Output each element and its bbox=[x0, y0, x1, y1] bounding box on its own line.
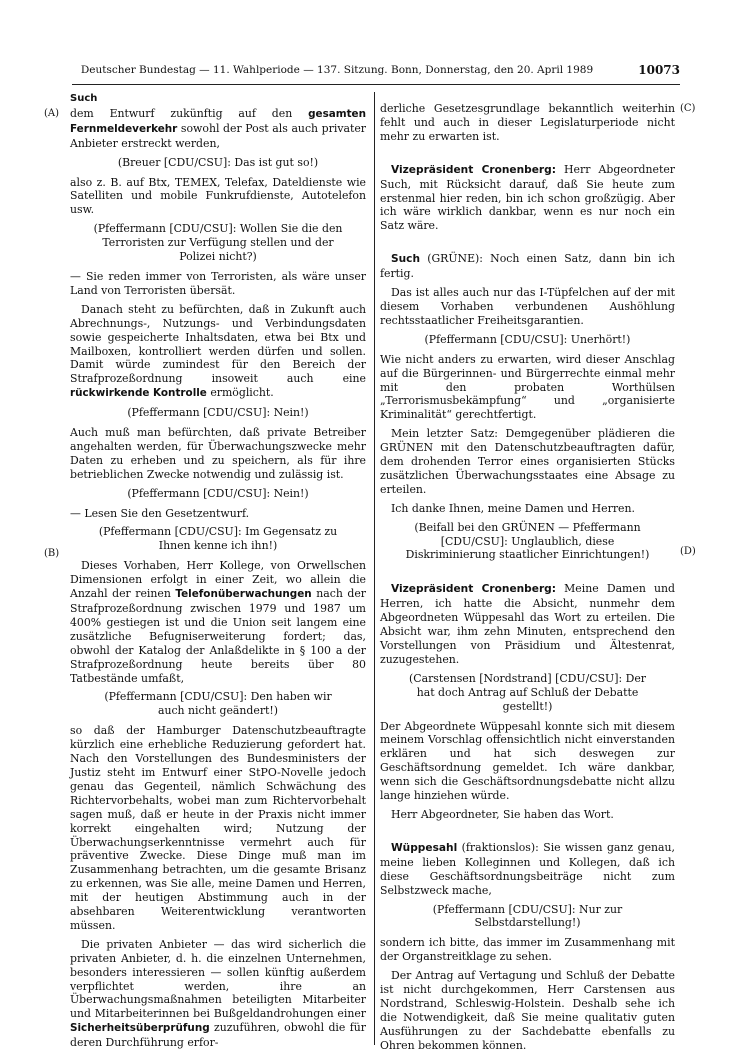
interjection: (Pfeffermann [CDU/CSU]: Wollen Sie die den Terroristen zur Verfügung stellen und der Polizei nicht?) bbox=[93, 222, 343, 264]
emphasis: Sicherheitsüberprüfung bbox=[70, 1022, 210, 1035]
paragraph: Der Abgeordnete Wüppesahl konnte sich mit diesem meinem Vorschlag offensichtlich nicht einverstanden erklären und hat sich deswegen zur Geschäftsordnung gemeldet. Ich wäre dankbar, wenn sich die Geschäftsordnungsdebatte nicht allzu lange hinziehen würde. bbox=[380, 719, 675, 803]
text: Die privaten Anbieter — das wird sicherlich die privaten Anbieter, d. h. die einzelnen Unternehmen, besonders interessieren — sollen künftig außerdem verpflichtet werden, ihre an Überwachungsmaßnahmen beteiligten Mitarbeiter und Mitarbeiterinnen bei Bußgeldandrohungen einer bbox=[70, 937, 366, 1021]
paragraph: also z. B. auf Btx, TEMEX, Telefax, Dateldienste wie Satelliten und mobile Funkrufdienste, Autotelefon usw. bbox=[70, 175, 366, 217]
margin-mark-c: (C) bbox=[680, 103, 696, 114]
speech bbox=[380, 582, 675, 666]
right-column bbox=[380, 102, 675, 1058]
paragraph bbox=[70, 303, 366, 401]
spacer bbox=[380, 827, 675, 841]
paragraph: Der Antrag auf Vertagung und Schluß der Debatte ist nicht durchgekommen, Herr Carstensen aus Nordstrand, Schleswig-Holstein. Deshalb sehe ich die Notwendigkeit, daß Sie meine qualitativ guten Ausführungen zu der Sachdebatte ebenfalls zu Ohren bekommen können. bbox=[380, 969, 675, 1052]
spacer bbox=[380, 568, 675, 582]
interjection: (Pfeffermann [CDU/CSU]: Im Gegensatz zu Ihnen kenne ich ihn!) bbox=[98, 525, 338, 553]
text: Danach steht zu befürchten, daß in Zukunft auch Abrechnungs-, Nutzungs- und Verbindungsdaten sowie gespeicherte Inhaltsdaten, etwa bei Btx und Mailboxen, kontrolliert werden dürfen und sollen. Damit würde zumindest für den Bereich der Strafprozeßordnung insoweit auch eine bbox=[70, 302, 366, 386]
paragraph: so daß der Hamburger Datenschutzbeauftragte kürzlich eine erhebliche Reduzierung gefordert hat. Nach den Vorstellungen des Bundesministers der Justiz steht im Entwurf einer StPO-Novelle jedoch genau das Gegenteil, nämlich Schwächung des Richtervorbehalts, wobei man zum Richtervorbehalt sagen muß, daß er heute in der Praxis nicht immer korrekt eingehalten wird; Nutzung der Überwachungserkenntnisse vermehrt auch für präventive Zwecke. Diese Dinge muß man im Zusammenhang betrachten, um die gesamte Brisanz zu erkennen, was Sie alle, meine Damen und Herren, mit der heutigen Abstimmung auch in der absehbaren Weiterentwicklung verantworten müssen. bbox=[70, 724, 366, 932]
paragraph: — Sie reden immer von Terroristen, als wäre unser Land von Terroristen übersät. bbox=[70, 269, 366, 297]
running-speaker: Such bbox=[70, 93, 98, 104]
interjection: (Breuer [CDU/CSU]: Das ist gut so!) bbox=[117, 155, 319, 169]
page-number: 10073 bbox=[638, 63, 680, 77]
interjection: (Carstensen [Nordstrand] [CDU/CSU]: Der hat doch Antrag auf Schluß der Debatte gestellt!) bbox=[409, 671, 646, 713]
text: nach der Strafprozeßordnung zwischen 1979 und 1987 um 400% gestiegen ist und die Union seit langem eine zusätzliche Befugniserweiterung fordert; das, obwohl der Katalog der Anlaßdelikte in § 100 a der Strafprozeßordnung heute bereits über 80 Tatbestände umfaßt, bbox=[70, 587, 366, 685]
speaker-name: Vizepräsident Cronenberg: bbox=[391, 583, 556, 596]
paragraph: Ich danke Ihnen, meine Damen und Herren. bbox=[391, 501, 635, 515]
emphasis: rückwirkende Kontrolle bbox=[70, 387, 207, 400]
page-header bbox=[72, 64, 680, 82]
text: (GRÜNE): Noch einen Satz, dann bin ich fertig. bbox=[380, 252, 675, 281]
speaker-name: Such bbox=[391, 253, 420, 266]
paragraph: Auch muß man befürchten, daß private Betreiber angehalten werden, für Überwachungszwecke mehr Daten zu erheben und zu speichern, als für ihre betrieblichen Zwecke notwendig und zulässig ist. bbox=[70, 426, 366, 481]
paragraph bbox=[70, 559, 366, 685]
interjection: (Pfeffermann [CDU/CSU]: Nein!) bbox=[127, 406, 309, 420]
interjection: (Pfeffermann [CDU/CSU]: Unerhört!) bbox=[424, 332, 631, 346]
margin-mark-b: (B) bbox=[44, 548, 60, 559]
spacer bbox=[380, 149, 675, 163]
text: Herr Abgeordneter Such, mit Rücksicht darauf, daß Sie heute zum erstenmal hier reden, bin ich schon großzügig. Aber ich wäre wirklich dankbar, wenn es nur noch ein Satz wäre. bbox=[380, 162, 675, 233]
spacer bbox=[380, 238, 675, 252]
emphasis: Telefonüberwachungen bbox=[175, 588, 312, 601]
text: (fraktionslos): Sie wissen ganz genau, meine lieben Kolleginnen und Kollegen, daß ich diese Geschäftsordnungsbeiträge nicht zum Selbstzweck mache, bbox=[380, 840, 675, 897]
paragraph: Wie nicht anders zu erwarten, wird dieser Anschlag auf die Bürgerinnen- und Bürgerrechte einmal mehr mit den probaten Worthülsen „Terrorismusbekämpfung“ und „organisierte Kriminalität“ gerechtfertigt. bbox=[380, 352, 675, 422]
interjection: (Pfeffermann [CDU/CSU]: Nur zur Selbstdarstellung!) bbox=[432, 902, 623, 930]
header-rule bbox=[72, 84, 680, 85]
margin-mark-a: (A) bbox=[44, 108, 60, 119]
paragraph: Herr Abgeordneter, Sie haben das Wort. bbox=[391, 807, 614, 821]
header-line: Deutscher Bundestag — 11. Wahlperiode — 137. Sitzung. Bonn, Donnerstag, den 20. April 1989 bbox=[80, 64, 594, 76]
paragraph: sondern ich bitte, das immer im Zusammenhang mit der Organstreitklage zu sehen. bbox=[380, 936, 675, 964]
interjection: (Pfeffermann [CDU/CSU]: Nein!) bbox=[127, 486, 309, 500]
interjection: (Pfeffermann [CDU/CSU]: Den haben wir auch nicht geändert!) bbox=[104, 690, 332, 718]
text: dem Entwurf zukünftig auf den bbox=[70, 106, 309, 120]
emphasis: gesamten Fernmeldeverkehr bbox=[70, 107, 366, 135]
speaker-name: Wüppesahl bbox=[391, 841, 458, 854]
speech bbox=[380, 841, 675, 898]
paragraph bbox=[70, 938, 366, 1050]
text: Dieses Vorhaben, Herr Kollege, von Orwellschen Dimensionen erfolgt in einer Zeit, wo allein die Anzahl der reinen bbox=[70, 559, 366, 601]
paragraph: — Lesen Sie den Gesetzentwurf. bbox=[70, 506, 250, 520]
paragraph: Mein letzter Satz: Demgegenüber plädieren die GRÜNEN mit den Datenschutzbeauftragten dafür, dem drohenden Terror eines organisierten Stücks zusätzlichen Überwachungsstaates eine Absage zu erteilen. bbox=[380, 427, 675, 496]
paragraph bbox=[70, 107, 366, 151]
paragraph: derliche Gesetzesgrundlage bekanntlich weiterhin fehlt und auch in dieser Legislaturperiode nicht mehr zu erwarten ist. bbox=[380, 102, 675, 143]
speech bbox=[380, 252, 675, 281]
text: sowohl der Post als auch privater Anbieter erstreckt werden, bbox=[70, 121, 366, 150]
text: Meine Damen und Herren, ich hatte die Absicht, nunmehr dem Abgeordneten Wüppesahl das Wort zu erteilen. Die Absicht war, ihm zehn Minuten, entsprechend den Vorstellungen von Präsidium und Ältestenrat, zuzugestehen. bbox=[380, 582, 675, 666]
text: zuzuführen, obwohl die für deren Durchführung erfor- bbox=[70, 1021, 366, 1050]
paragraph: Das ist alles auch nur das I-Tüpfelchen auf der mit diesem Vorhaben verbundenen Aushöhlung rechtsstaatlicher Freiheitsgarantien. bbox=[380, 286, 675, 327]
margin-mark-d: (D) bbox=[680, 546, 696, 557]
speech bbox=[380, 163, 675, 234]
speaker-name: Vizepräsident Cronenberg: bbox=[391, 163, 556, 176]
interjection: (Beifall bei den GRÜNEN — Pfeffermann [CDU/CSU]: Unglaublich, diese Diskriminierung staatlicher Einrichtungen!) bbox=[405, 520, 650, 562]
text: ermöglicht. bbox=[206, 386, 274, 400]
column-divider bbox=[374, 92, 375, 1045]
left-column bbox=[70, 92, 366, 1055]
